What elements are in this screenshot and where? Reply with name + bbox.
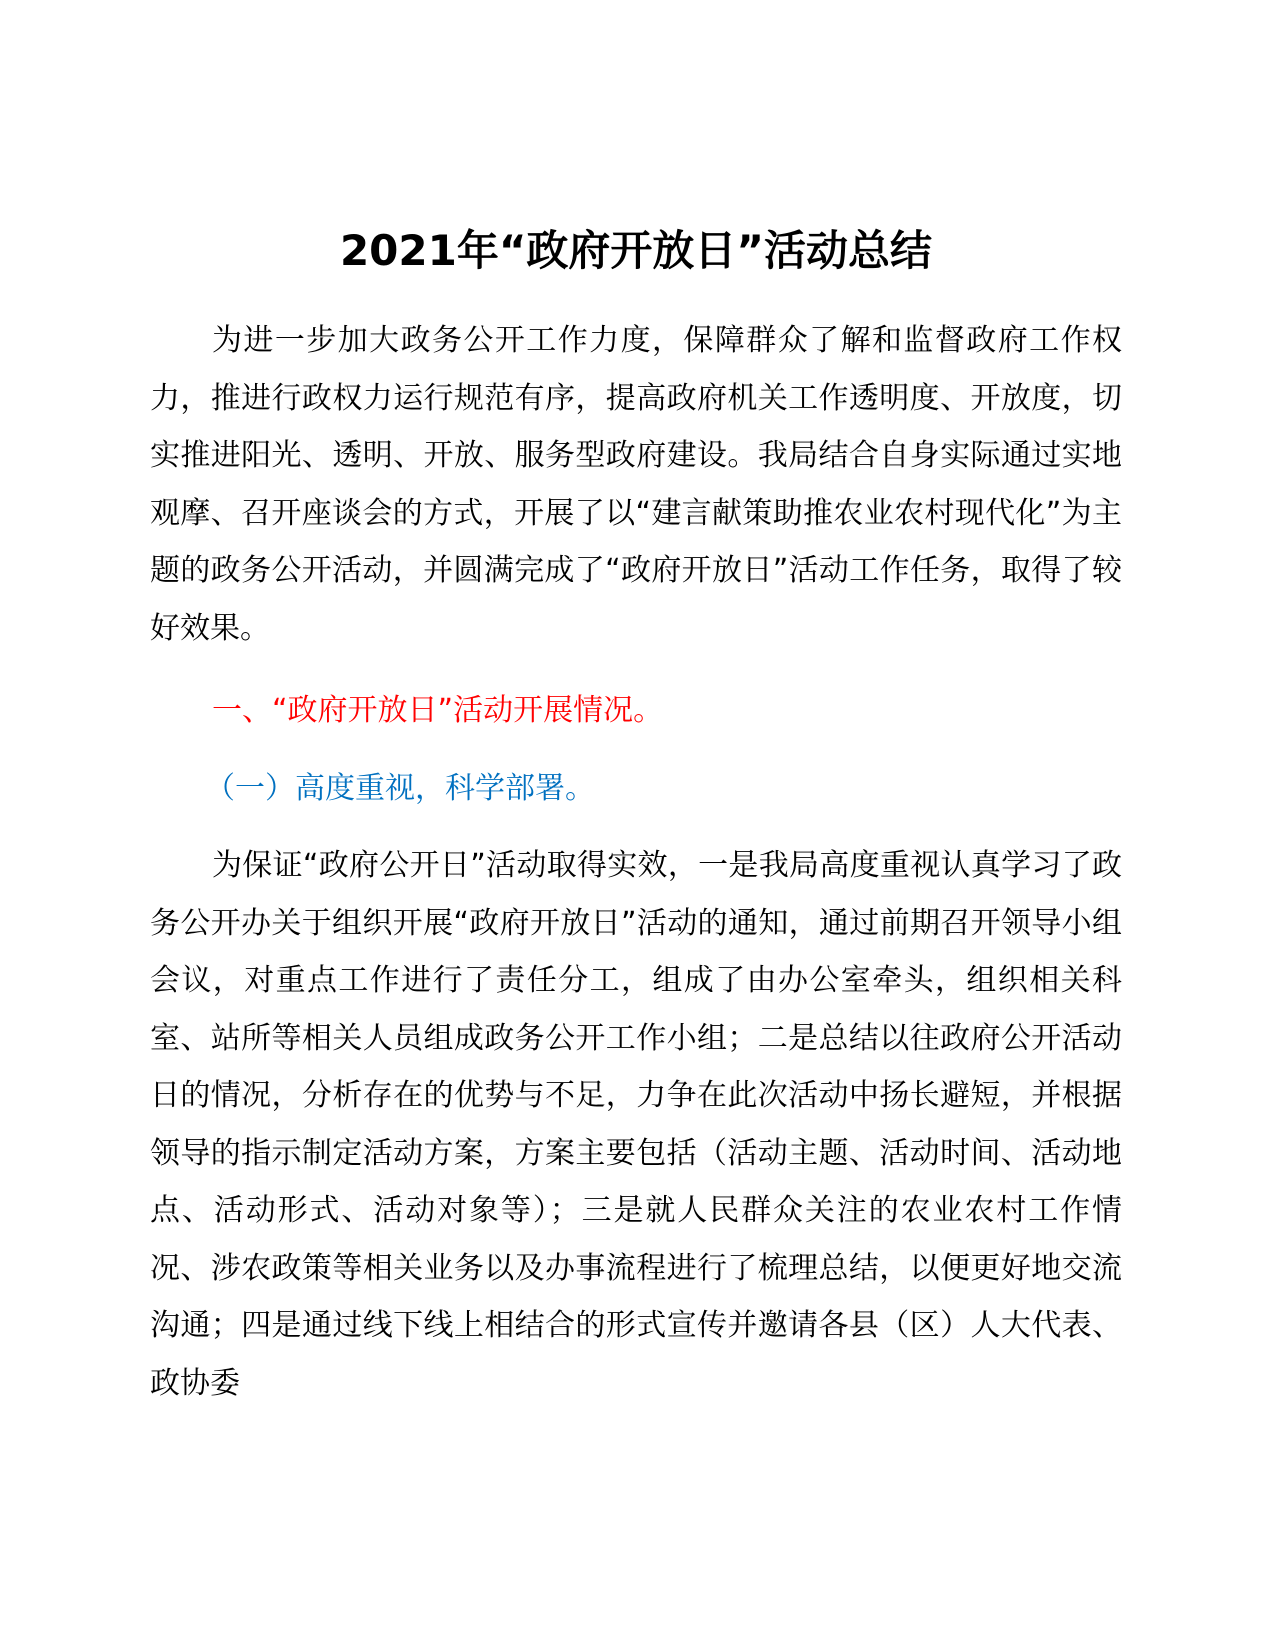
section-heading-1: 一、“政府开放日”活动开展情况。 — [212, 693, 664, 728]
document-body — [150, 222, 1122, 1412]
intro-paragraph: 为进一步加大政务公开工作力度，保障群众了解和监督政府工作权力，推进行政权力运行规范有序，提高政府机关工作透明度、开放度，切实推进阳光、透明、开放、服务型政府建设。我局结合自身实际通过实地观摩、召开座谈会的方式，开展了以“建言献策助推农业农村现代化”为主题的政务公开活动，并圆满完成了“政府开放日”活动工作任务，取得了较好效果。 — [150, 323, 1122, 646]
document-title: 2021年“政府开放日”活动总结 — [339, 226, 933, 275]
subsection-heading-1: （一）高度重视，科学部署。 — [205, 770, 595, 806]
body-paragraph: 为保证“政府公开日”活动取得实效，一是我局高度重视认真学习了政务公开办关于组织开展“政府开放日”活动的通知，通过前期召开领导小组会议，对重点工作进行了责任分工，组成了由办公室牵头，组织相关科室、站所等相关人员组成政务公开工作小组；二是总结以往政府公开活动日的情况，分析存在的优势与不足，力争在此次活动中扬长避短，并根据领导的指示制定活动方案，方案主要包括（活动主题、活动时间、活动地点、活动形式、活动对象等）；三是就人民群众关注的农业农村工作情况、涉农政策等相关业务以及办事流程进行了梳理总结，以便更好地交流沟通；四是通过线下线上相结合的形式宣传并邀请各县（区）人大代表、政协委 — [150, 848, 1122, 1401]
